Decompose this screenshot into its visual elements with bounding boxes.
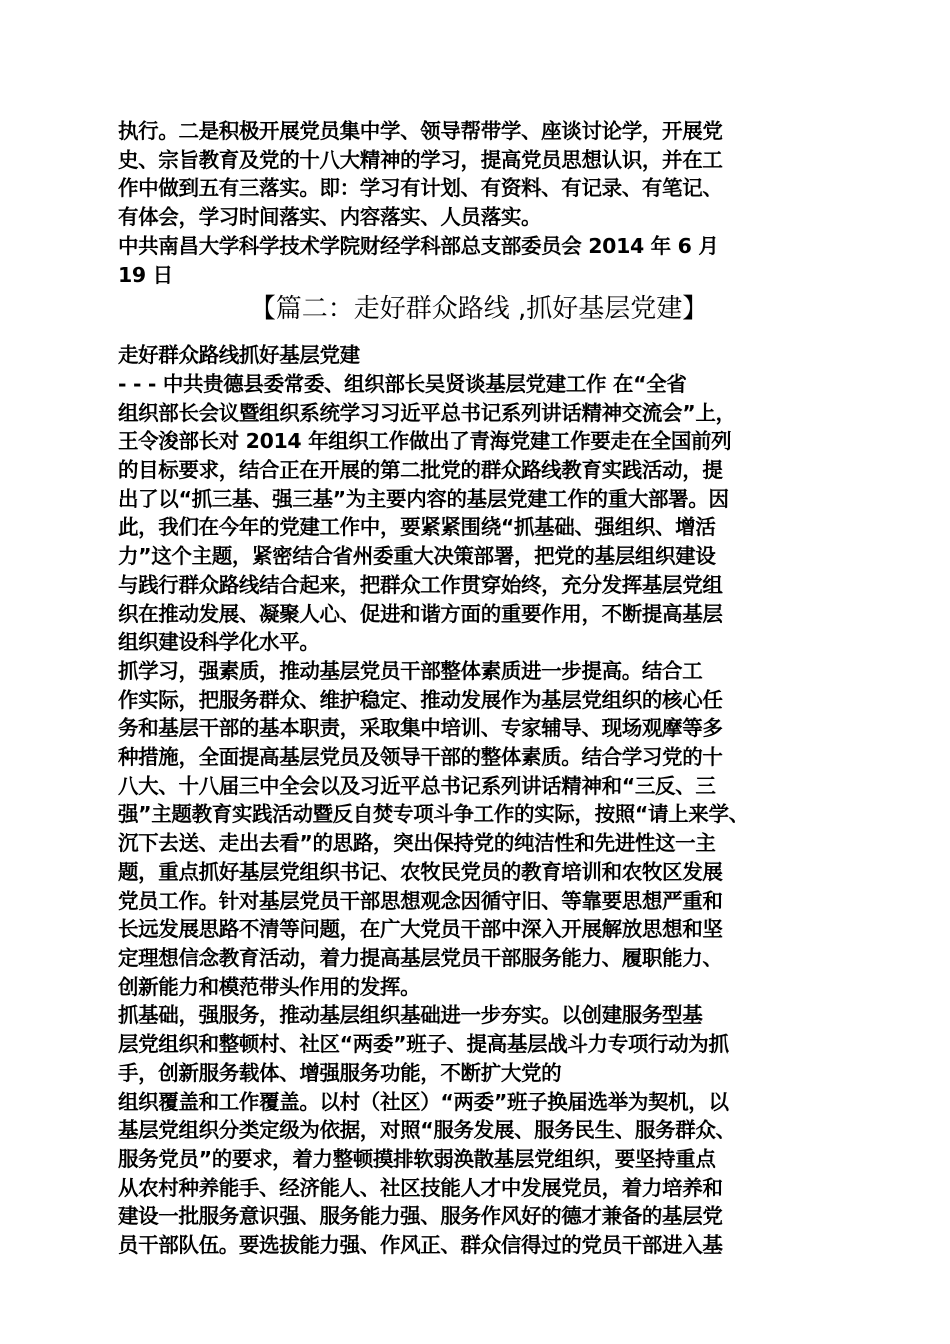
- text-line: 史、宗旨教育及党的十八大精神的学习，提高党员思想认识，并在工: [118, 147, 723, 172]
- text-line: 长远发展思路不清等问题，在广大党员干部中深入开展解放思想和坚: [118, 917, 723, 942]
- text-line: 服务党员”的要求，着力整顿摸排软弱涣散基层党组织，要坚持重点: [118, 1146, 716, 1171]
- text-line: 组织部长会议暨组织系统学习习近平总书记系列讲话精神交流会”上，: [118, 400, 736, 425]
- text-line: 抓基础，强服务，推动基层组织基础进一步夯实。以创建服务型基: [118, 1003, 703, 1028]
- document-content: [118, 117, 840, 1260]
- text-line: 建设一批服务意识强、服务能力强、服务作风好的德才兼备的基层党: [118, 1204, 723, 1229]
- text-line: 出了以“抓三基、强三基”为主要内容的基层党建工作的重大部署。因: [118, 486, 729, 511]
- text-line: 员干部队伍。要选拔能力强、作风正、群众信得过的党员干部进入基: [118, 1233, 723, 1258]
- text-line: 从农村种养能手、经济能人、社区技能人才中发展党员，着力培养和: [118, 1175, 723, 1200]
- intro-text: [118, 117, 840, 289]
- article-body: [118, 341, 840, 1260]
- text-line: 题，重点抓好基层党组织书记、农牧民党员的教育培训和农牧区发展: [118, 859, 723, 884]
- text-line: 层党组织和整顿村、社区“两委”班子、提高基层战斗力专项行动为抓: [118, 1032, 729, 1057]
- text-line: 八大、十八届三中全会以及习近平总书记系列讲话精神和“三反、三: [118, 773, 716, 798]
- text-line: 此，我们在今年的党建工作中，要紧紧围绕“抓基础、强组织、增活: [118, 515, 716, 540]
- text-line: 沉下去送、走出去看”的思路，突出保持党的纯洁性和先进性这一主: [118, 831, 716, 856]
- text-line: 执行。二是积极开展党员集中学、领导帮带学、座谈讨论学，开展党: [118, 119, 723, 143]
- text-line: 有体会，学习时间落实、内容落实、人员落实。: [118, 205, 542, 230]
- text-line: 组织覆盖和工作覆盖。以村（社区）“两委”班子换届选举为契机，以: [118, 1089, 729, 1114]
- text-line: 王令浚部长对 2014 年组织工作做出了青海党建工作要走在全国前列: [118, 429, 732, 454]
- text-line: 力”这个主题，紧密结合省州委重大决策部署，把党的基层组织建设: [118, 544, 716, 569]
- article-title: 走好群众路线抓好基层党建: [118, 343, 360, 368]
- text-line: 种措施，全面提高基层党员及领导干部的整体素质。结合学习党的十: [118, 745, 723, 770]
- text-line: 手，创新服务载体、增强服务功能，不断扩大党的: [118, 1060, 562, 1085]
- section-heading: 【篇二：走好群众路线 ,抓好基层党建】: [249, 294, 709, 325]
- text-line: 党员工作。针对基层党员干部思想观念因循守旧、等靠要思想严重和: [118, 888, 723, 913]
- text-line: 组织建设科学化水平。: [118, 630, 320, 655]
- date-line: 19 日: [118, 262, 173, 287]
- text-line: 强”主题教育实践活动暨反自焚专项斗争工作的实际，按照“请上来学、: [118, 802, 749, 827]
- text-line: 抓学习，强素质，推动基层党员干部整体素质进一步提高。结合工: [118, 658, 703, 683]
- text-line: 织在推动发展、凝聚人心、促进和谐方面的重要作用，不断提高基层: [118, 601, 723, 626]
- text-line: 基层党组织分类定级为依据，对照“服务发展、服务民生、服务群众、: [118, 1118, 736, 1143]
- text-line: 作中做到五有三落实。即：学习有计划、有资料、有记录、有笔记、: [118, 176, 723, 201]
- text-line: 务和基层干部的基本职责，采取集中培训、专家辅导、现场观摩等多: [118, 716, 723, 741]
- text-line: 创新能力和模范带头作用的发挥。: [118, 974, 421, 999]
- text-line: - - - 中共贵德县委常委、组织部长吴贤谈基层党建工作 在“全省: [118, 371, 687, 396]
- text-line: 定理想信念教育活动，着力提高基层党员干部服务能力、履职能力、: [118, 945, 723, 970]
- text-line: 的目标要求，结合正在开展的第二批党的群众路线教育实践活动，提: [118, 458, 723, 483]
- signature-line: 中共南昌大学科学技术学院财经学科部总支部委员会 2014 年 6 月: [118, 233, 719, 258]
- text-line: 与践行群众路线结合起来，把群众工作贯穿始终，充分发挥基层党组: [118, 572, 723, 597]
- text-line: 作实际，把服务群众、维护稳定、推动发展作为基层党组织的核心任: [118, 687, 723, 712]
